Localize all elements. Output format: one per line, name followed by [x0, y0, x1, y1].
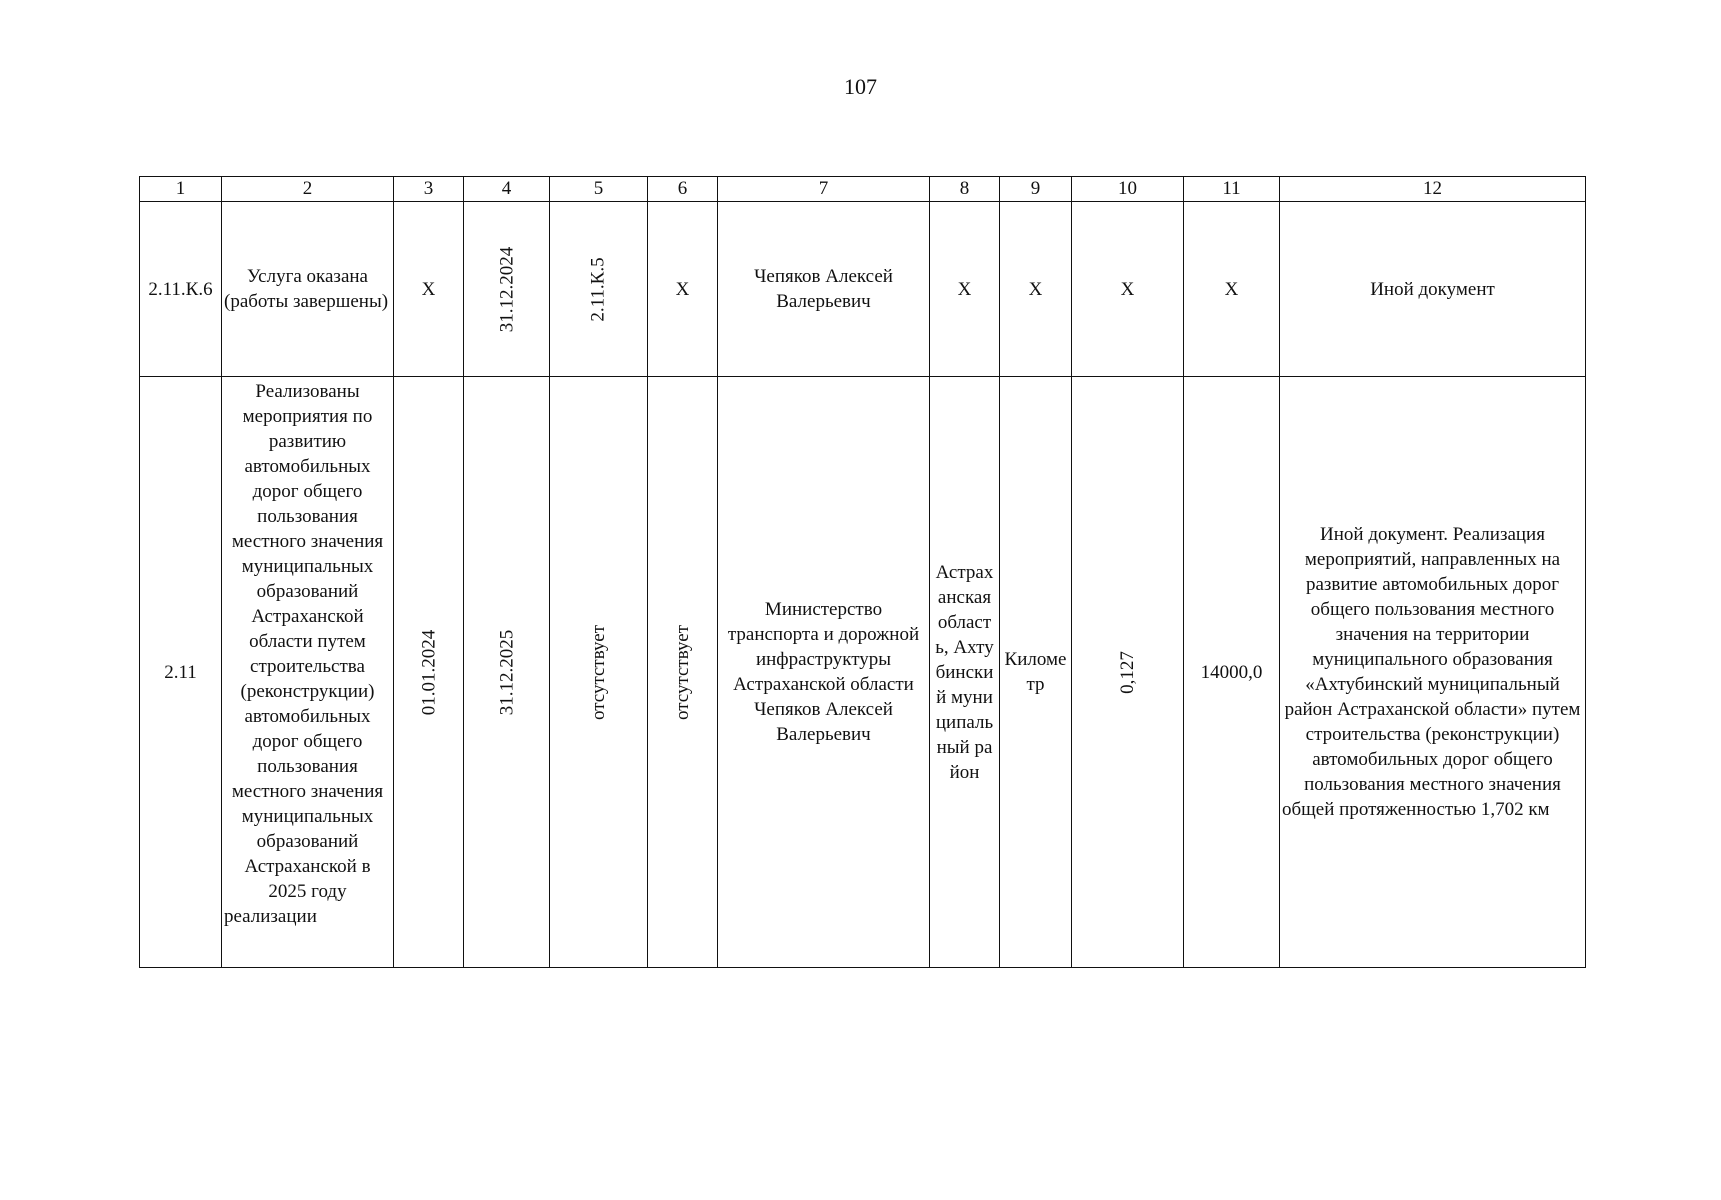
column-header: 10	[1072, 177, 1184, 202]
start-date: 01.01.2024	[418, 629, 439, 715]
start-date: X	[394, 202, 464, 377]
data-table	[139, 176, 1586, 968]
table-row	[140, 202, 1586, 377]
row-code: 2.11.К.6	[140, 202, 222, 377]
predecessor: отсутствует	[588, 624, 610, 720]
predecessor: 2.11.К.5	[588, 256, 609, 322]
end-date: 31.12.2024	[496, 246, 517, 332]
successor: отсутствует	[672, 624, 694, 720]
predecessor-cell	[550, 377, 648, 968]
column-header: 9	[1000, 177, 1072, 202]
successor: X	[648, 202, 718, 377]
row-code: 2.11	[140, 377, 222, 968]
column-header: 1	[140, 177, 222, 202]
location: X	[930, 202, 1000, 377]
column-header: 8	[930, 177, 1000, 202]
value: 0,127	[1117, 650, 1138, 694]
location: Астраханская область, Ахтубинский муниципальный район	[930, 377, 1000, 968]
column-header: 5	[550, 177, 648, 202]
table-header-row	[140, 177, 1586, 202]
column-header: 7	[718, 177, 930, 202]
responsible: Чепяков Алексей Валерьевич	[718, 202, 930, 377]
end-date-cell	[464, 377, 550, 968]
document-type: Иной документ	[1280, 202, 1586, 377]
column-header: 11	[1184, 177, 1280, 202]
budget: X	[1184, 202, 1280, 377]
result-description: Услуга оказана (работы завершены)	[222, 202, 394, 377]
result-description: Реализованы мероприятия по развитию автомобильных дорог общего пользования местного значения муниципальных образований Астраханской области путем строительства (реконструкции) автомобильных дорог общего пользования местного значения муниципальных образований Астраханской в 2025 году реализации	[222, 377, 394, 968]
successor-cell	[648, 377, 718, 968]
value: X	[1072, 202, 1184, 377]
unit: X	[1000, 202, 1072, 377]
budget: 14000,0	[1184, 377, 1280, 968]
table-row	[140, 377, 1586, 968]
predecessor-cell	[550, 202, 648, 377]
start-date-cell	[394, 377, 464, 968]
value-cell	[1072, 377, 1184, 968]
column-header: 6	[648, 177, 718, 202]
unit: Километр	[1000, 377, 1072, 968]
column-header: 4	[464, 177, 550, 202]
end-date: 31.12.2025	[496, 629, 517, 715]
column-header: 3	[394, 177, 464, 202]
document-type: Иной документ. Реализация мероприятий, направленных на развитие автомобильных дорог общего пользования местного значения на территории муниципального образования «Ахтубинский муниципальный район Астраханской области» путем строительства (реконструкции) автомобильных дорог общего пользования местного значения общей протяженностью 1,702 км	[1280, 377, 1586, 968]
page-number: 107	[844, 74, 877, 99]
end-date-cell	[464, 202, 550, 377]
responsible: Министерство транспорта и дорожной инфраструктуры Астраханской области Чепяков Алексей Валерьевич	[718, 377, 930, 968]
column-header: 12	[1280, 177, 1586, 202]
column-header: 2	[222, 177, 394, 202]
